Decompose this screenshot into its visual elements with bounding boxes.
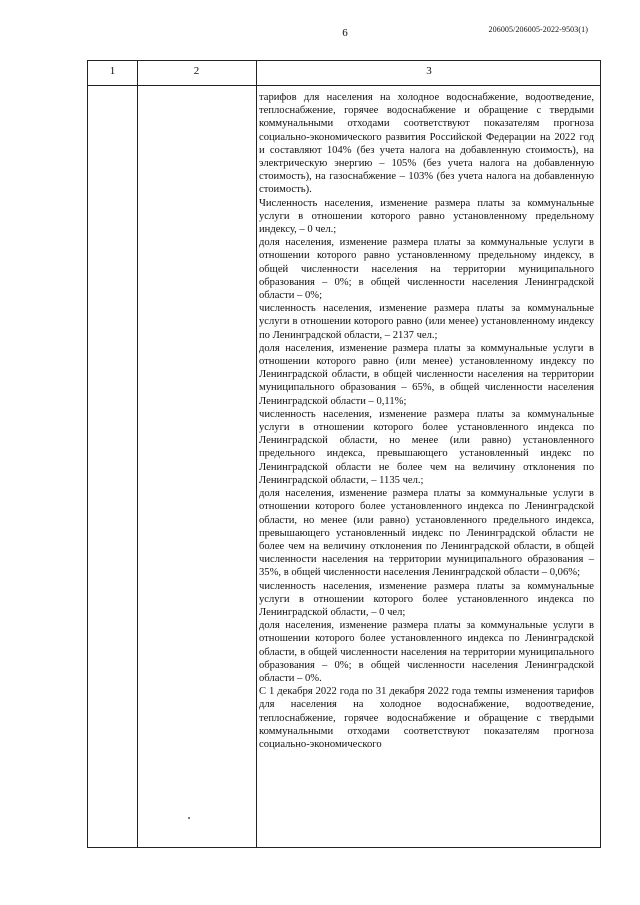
column-divider-1 (137, 61, 138, 847)
paragraph: численность населения, изменение размера платы за коммунальные услуги в отношении которого равно (или менее) установленному индексу по Ленинградской области, – 2137 чел.; (259, 303, 594, 341)
column-header-1: 1 (109, 65, 116, 77)
column-3-text (259, 91, 594, 751)
paragraph: Численность населения, изменение размера платы за коммунальные услуги в отношении которого равно установленному предельному индексу, – 0 чел.; (259, 197, 594, 236)
paragraph: доля населения, изменение размера платы за коммунальные услуги в отношении которого равно установленному предельному индексу, в общей численности населения на территории муниципального образования – 0%; в общей численности населения Ленинградской области – 0%; (259, 237, 594, 302)
paragraph: доля населения, изменение размера платы за коммунальные услуги в отношении которого более установленного индекса по Ленинградской области, но менее (или равно) установленного предельного индекса, превышающего установленный индекс по Ленинградской области не более чем на величину отклонения по Ленинградской области, в общей численности населения на территории муниципального образования – 35%, в общей численности населения Ленинградской области – 0,06%; (259, 488, 594, 579)
paragraph: численность населения, изменение размера платы за коммунальные услуги в отношении которого более установленного индекса по Ленинградской области, – 0 чел; (259, 580, 594, 618)
paragraph: С 1 декабря 2022 года по 31 декабря 2022 года темпы изменения тарифов для населения на холодное водоснабжение, водоотведение, теплоснабжение, горячее водоснабжение и обращение с твердыми коммунальными отходами соответствуют показателям прогноза социально-экономического (259, 686, 594, 750)
page-number: 6 (342, 27, 348, 39)
column-divider-2 (256, 61, 257, 847)
paragraph: численность населения, изменение размера платы за коммунальные услуги в отношении которого более установленного индекса по Ленинградской области, но менее (или равно) установленного предельного индекса, превышающего установленный индекс по Ленинградской области не более чем на величину отклонения по Ленинградской области, – 1135 чел.; (259, 408, 594, 486)
document-id: 206005/206005-2022-9503(1) (488, 25, 588, 34)
column-header-3: 3 (426, 65, 432, 77)
paragraph: тарифов для населения на холодное водоснабжение, водоотведение, теплоснабжение, горячее водоснабжение и обращение с твердыми коммунальными отходами соответствуют показателям прогноза социально-экономического развития Российской Федерации на 2022 год и составляют 104% (без учета налога на добавленную стоимость), на электрическую энергию – 105% (без учета налога на добавленную стоимость), на газоснабжение – 103% (без учета налога на добавленную стоимость). (259, 92, 594, 196)
paragraph: доля населения, изменение размера платы за коммунальные услуги в отношении которого равно (или менее) установленному индексу по Ленинградской области, в общей численности населения на территории муниципального образования – 65%, в общей численности населения Ленинградской области – 0,11%; (259, 342, 594, 407)
column-header-2: 2 (193, 65, 200, 77)
paragraph: доля населения, изменение размера платы за коммунальные услуги в отношении которого более установленного индекса по Ленинградской области, в общей численности населения на территории муниципального образования – 0%; в общей численности населения Ленинградской области – 0%. (259, 620, 594, 684)
header-divider (88, 85, 600, 86)
scan-mark (188, 817, 190, 819)
